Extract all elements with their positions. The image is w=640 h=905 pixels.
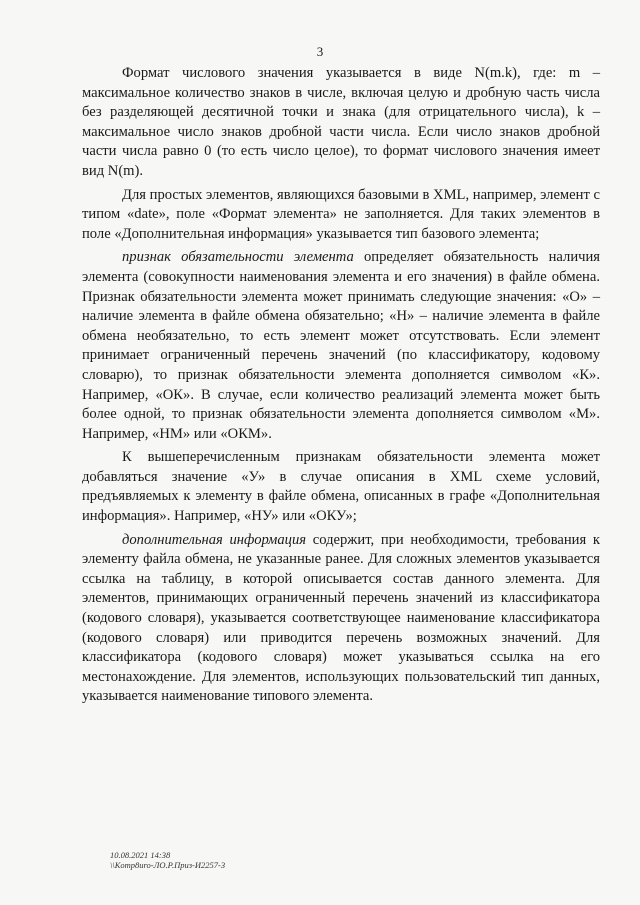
paragraph-mandatory-flag-text: определяет обязательность наличия элемента (совокупности наименования элемента и его значения) в файле обмена. Признак обязательности элемента может принимать следующие значения: «О» – наличие элемента в файле обмена обязательно; «Н» – наличие элемента в файле обмена необязательно, то есть элемент может отсутствовать. Если элемент принимает ограниченный перечень значений (по классификатору, кодовому словарю), то признак обязательности элемента дополняется символом «К». Например, «ОК». В случае, если количество реализаций элемента может быть более одной, то признак обязательности элемента дополняется символом «М». Например, «НМ» или «ОКМ».: [82, 249, 600, 442]
document-footer: [110, 850, 225, 870]
paragraph-additional-info-text: содержит, при необходимости, требования к элементу файла обмена, не указанные ранее. Для сложных элементов указывается ссылка на таблицу, в которой описывается состав данного элемента. Для элементов, принимающих ограниченный перечень значений из классификатора (кодового словаря), указывается соответствующее наименование классификатора (кодового словаря) или приводится перечень возможных значений. Для классификатора (кодового словаря) может указываться ссылка на его местонахождение. Для элементов, использующих пользовательский тип данных, указывается наименование типового элемента.: [82, 531, 600, 705]
footer-timestamp: 10.08.2021 14:38: [110, 850, 171, 860]
term-mandatory-flag: признак обязательности элемента: [122, 249, 354, 266]
paragraph-mandatory-flag: [82, 248, 600, 444]
paragraph-additional-info: [82, 531, 600, 707]
page-number: 3: [316, 44, 324, 59]
document-body: [82, 64, 600, 707]
paragraph-simple-elements: Для простых элементов, являющихся базовыми в XML, например, элемент с типом «date», поле «Формат элемента» не заполняется. Для таких элементов в поле «Дополнительная информация» указывается тип базового элемента;: [82, 186, 600, 242]
paragraph-condition-flag: К вышеперечисленным признакам обязательности элемента может добавляться значение «У» в случае описания в XML схеме условий, предъявляемых к элементу в файле обмена, описанных в графе «Дополнительная информация». Например, «НУ» или «ОКУ»;: [82, 449, 600, 525]
footer-document-ref: \\Komp8uro-ЛО.Р.Приз-И2257-3: [110, 860, 226, 870]
paragraph-number-format: Формат числового значения указывается в виде N(m.k), где: m – максимальное количество знаков в числе, включая целую и дробную часть числа без разделяющей десятичной точки и знака (для отрицательного числа), k – максимальное число знаков дробной части числа. Если число знаков дробной части числа равно 0 (то есть число целое), то формат числового значения имеет вид N(m).: [82, 65, 600, 179]
term-additional-info: дополнительная информация: [122, 531, 307, 548]
